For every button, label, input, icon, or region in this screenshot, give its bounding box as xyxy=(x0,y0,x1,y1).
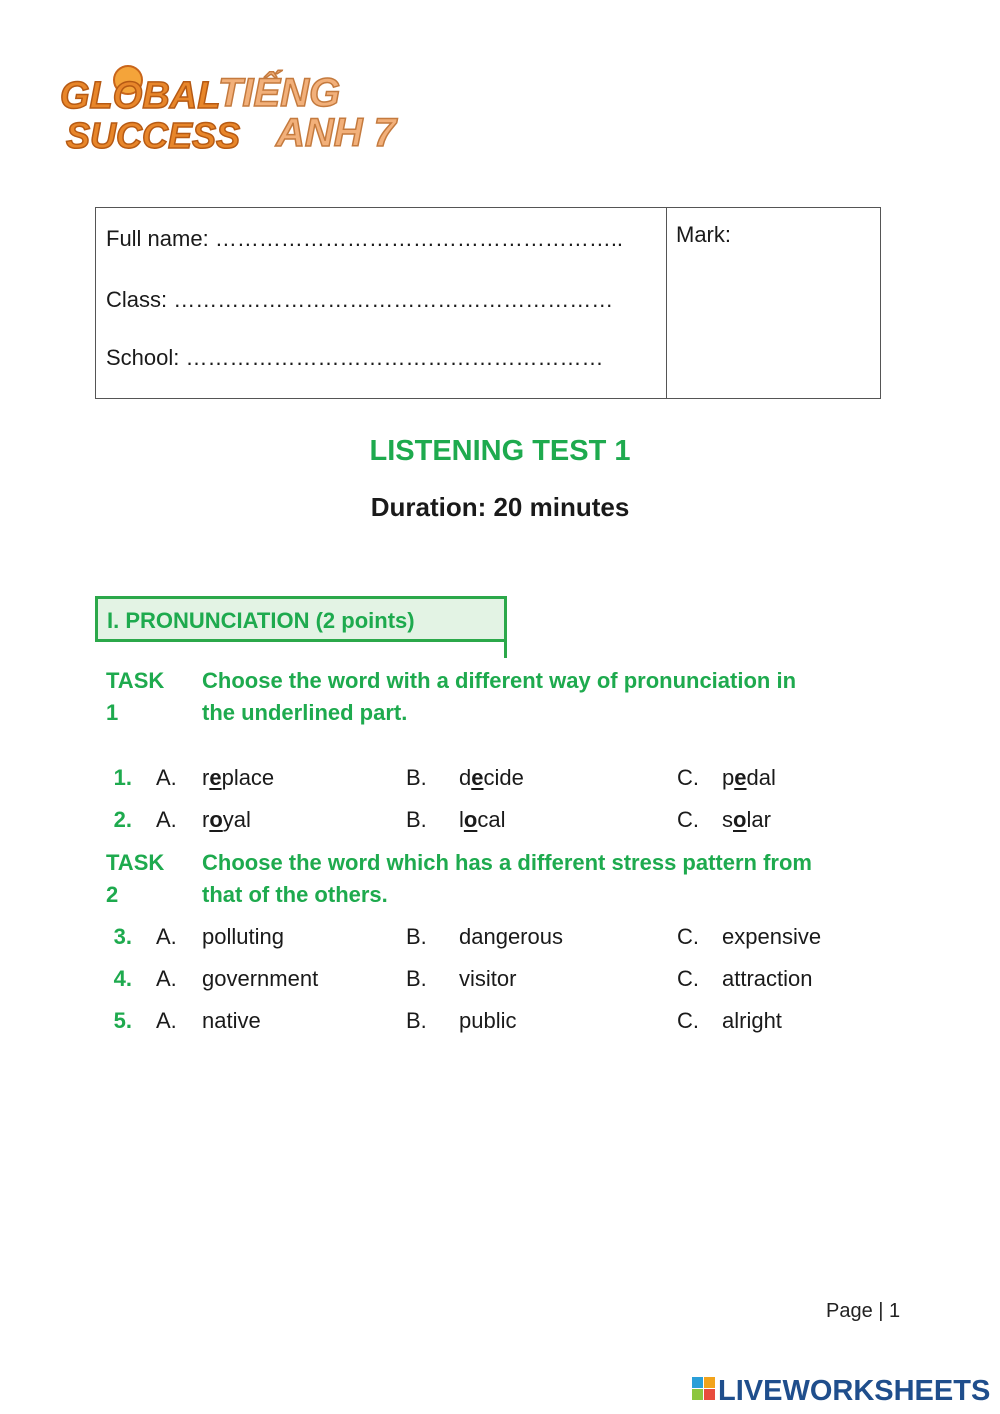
option-b[interactable]: decide xyxy=(459,765,524,790)
mark-field[interactable]: Mark: xyxy=(676,222,731,247)
option-letter-c: C. xyxy=(677,765,699,790)
task-2-instruction xyxy=(202,847,902,911)
global-success-tieng-anh-7-logo xyxy=(58,58,438,158)
school-field[interactable]: School: ………………………………………………… xyxy=(106,345,604,370)
option-a[interactable]: polluting xyxy=(202,924,284,949)
test-duration: Duration: 20 minutes xyxy=(370,492,630,522)
option-letter-c: C. xyxy=(677,807,699,832)
option-c[interactable]: attraction xyxy=(722,966,813,991)
option-letter-a: A. xyxy=(156,924,177,949)
option-c[interactable]: pedal xyxy=(722,765,776,790)
section-divider xyxy=(504,636,507,658)
liveworksheets-watermark xyxy=(690,1372,990,1406)
option-letter-b: B. xyxy=(406,807,427,832)
option-letter-a: A. xyxy=(156,1008,177,1033)
liveworksheets-icon xyxy=(692,1377,715,1400)
option-a[interactable]: royal xyxy=(202,807,251,832)
option-b[interactable]: dangerous xyxy=(459,924,563,949)
option-c[interactable]: solar xyxy=(722,807,771,832)
option-letter-b: B. xyxy=(406,966,427,991)
option-c[interactable]: expensive xyxy=(722,924,822,949)
option-letter-a: A. xyxy=(156,966,177,991)
option-letter-a: A. xyxy=(156,807,177,832)
student-info-fields xyxy=(96,208,667,398)
task-1-label-number: 1 xyxy=(106,700,119,725)
task-1-label xyxy=(106,665,176,729)
student-info-box xyxy=(95,207,881,399)
option-letter-c: C. xyxy=(677,1008,699,1033)
question-number: 1. xyxy=(113,765,132,790)
task-2-label-word: TASK xyxy=(106,850,165,875)
task-1-instruction-line: Choose the word with a different way of pronunciation in xyxy=(202,668,797,693)
class-field[interactable]: Class: …………………………………………………… xyxy=(106,287,614,312)
option-letter-b: B. xyxy=(406,765,427,790)
option-letter-b: B. xyxy=(406,924,427,949)
question-number: 5. xyxy=(113,1008,132,1033)
test-title: LISTENING TEST 1 xyxy=(369,435,631,467)
option-letter-c: C. xyxy=(677,924,699,949)
question-number: 4. xyxy=(113,966,132,991)
option-b[interactable]: public xyxy=(459,1008,517,1033)
section-header xyxy=(95,596,507,642)
task-2-label-number: 2 xyxy=(106,882,119,907)
option-c[interactable]: alright xyxy=(722,1008,782,1033)
liveworksheets-text: LIVEWORKSHEETS xyxy=(718,1375,990,1406)
question-number: 3. xyxy=(113,924,132,949)
task-2-label xyxy=(106,847,176,911)
full-name-field[interactable]: Full name: ……………………………………………….. xyxy=(106,226,624,251)
task-1-label-word: TASK xyxy=(106,668,165,693)
page-number: Page | 1 xyxy=(826,1300,901,1322)
option-a[interactable]: government xyxy=(202,966,319,991)
option-a[interactable]: replace xyxy=(202,765,275,790)
task-2-instruction-line: Choose the word which has a different stress pattern from xyxy=(202,850,812,875)
section-label: I. PRONUNCIATION (2 points) xyxy=(107,608,415,633)
task-1-instruction-line: the underlined part. xyxy=(202,700,408,725)
option-b[interactable]: visitor xyxy=(459,966,517,991)
logo-success: SUCCESS xyxy=(66,115,241,156)
option-b[interactable]: local xyxy=(459,807,506,832)
logo-anh: ANH 7 xyxy=(276,111,397,155)
task-1-instruction xyxy=(202,665,902,729)
logo-global: GLOBAL xyxy=(60,75,221,117)
logo-tieng: TIẾNG xyxy=(218,71,341,115)
option-letter-a: A. xyxy=(156,765,177,790)
option-letter-c: C. xyxy=(677,966,699,991)
option-letter-b: B. xyxy=(406,1008,427,1033)
question-number: 2. xyxy=(113,807,132,832)
option-a[interactable]: native xyxy=(202,1008,261,1033)
task-2-instruction-line: that of the others. xyxy=(202,882,388,907)
